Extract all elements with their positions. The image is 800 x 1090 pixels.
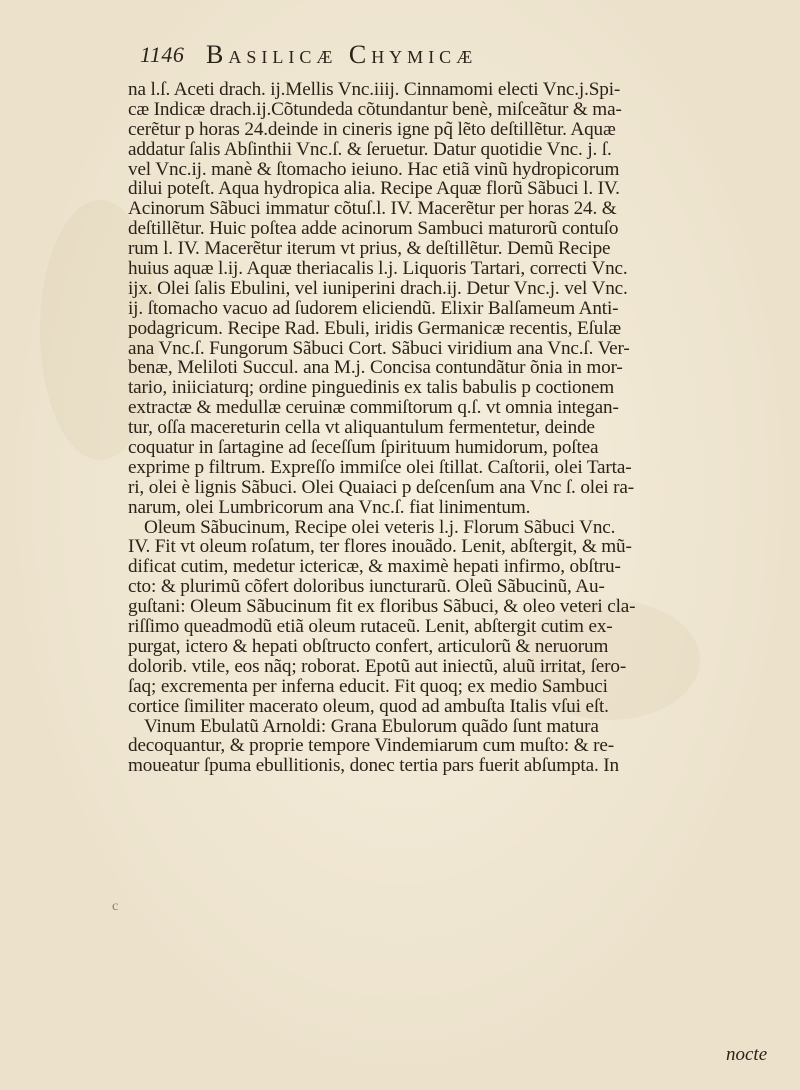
text-line: riſſimo queadmodũ etiã oleum rutaceũ. Lenit, abſtergit cutim ex- [128, 616, 613, 638]
running-title: Basilicæ Chymicæ [206, 40, 478, 69]
catchword: nocte [726, 1044, 768, 1065]
text-line: dilui poteſt. Aqua hydropica alia. Recipe Aquæ florũ Sãbuci l. IV. [128, 178, 620, 200]
text-line: tario, iniiciaturq; ordine pinguedinis ex talis babulis p coctionem [128, 377, 615, 399]
text-line: exprime p filtrum. Expreſſo immiſce olei ſtillat. Caſtorii, olei Tarta- [128, 456, 632, 478]
text-line: IV. Fit vt oleum roſatum, ter flores inouãdo. Lenit, abſtergit, & mũ- [128, 536, 632, 558]
text-line: ij. ſtomacho vacuo ad ſudorem eliciendũ. Elixir Balſameum Anti- [128, 297, 619, 319]
text-line: tur, oſſa macereturin cella vt aliquantulum fermentetur, deinde [128, 417, 595, 439]
text-line: Acinorum Sãbuci immatur cõtuſ.l. IV. Macerẽtur per horas 24. & [128, 198, 617, 220]
text-line: ri, olei è lignis Sãbuci. Olei Quaiaci p deſcenſum ana Vnc ſ. olei ra- [128, 476, 634, 498]
text-line: decoquantur, & proprie tempore Vindemiarum cum muſto: & re- [128, 735, 615, 757]
text-line: Oleum Sãbucinum, Recipe olei veteris l.j. Florum Sãbuci Vnc. [144, 516, 616, 538]
margin-mark: c [112, 899, 119, 914]
text-line: narum, olei Lumbricorum ana Vnc.ſ. fiat linimentum. [128, 496, 531, 518]
text-line: deſtillẽtur. Huic poſtea adde acinorum Sambuci maturorũ contuſo [128, 218, 619, 240]
text-line: coquatur in ſartagine ad ſeceſſum ſpirituum humidorum, poſtea [128, 437, 599, 459]
text-line: benæ, Meliloti Succul. ana M.j. Concisa contundãtur õnia in mor- [128, 357, 623, 379]
text-line: Vinum Ebulatũ Arnoldi: Grana Ebulorum quãdo ſunt matura [144, 715, 599, 737]
text-line: purgat, ictero & hepati obſtructo confert, articulorũ & neruorum [128, 635, 609, 657]
text-line: cerẽtur p horas 24.deinde in cineris igne pq̃ lẽto deſtillẽtur. Aquæ [128, 118, 616, 140]
text-line: cæ Indicæ drach.ij.Cõtundeda cõtundantur benè, miſceãtur & ma- [128, 98, 622, 120]
page-number: 1146 [140, 42, 185, 67]
text-line: dificat cutim, medetur ictericæ, & maximè hepati infirmo, obſtru- [128, 556, 621, 578]
text-line: cto: & plurimũ cõfert doloribus iuncturarũ. Oleũ Sãbucinũ, Au- [128, 576, 605, 598]
text-line: huius aquæ l.ij. Aquæ theriacalis l.j. Liquoris Tartari, correcti Vnc. [128, 258, 628, 280]
text-line: cortice ſimiliter macerato oleum, quod ad ambuſta Italis vſui eſt. [128, 695, 609, 717]
text-line: ſaq; excrementa per inferna educit. Fit quoq; ex medio Sambuci [128, 675, 608, 697]
text-line: dolorib. vtile, eos nãq; roborat. Epotũ aut iniectũ, aluũ irritat, ſero- [128, 655, 627, 677]
page-header [140, 36, 700, 76]
text-line: ijx. Olei ſalis Ebulini, vel iuniperini drach.ij. Detur Vnc.j. vel Vnc. [128, 277, 628, 299]
text-line: guſtani: Oleum Sãbucinum fit ex floribus Sãbuci, & oleo veteri cla- [128, 596, 636, 618]
text-line: vel Vnc.ij. manè & ſtomacho ieiuno. Hac etiã vinũ hydropicorum [128, 158, 620, 180]
text-line: podagricum. Recipe Rad. Ebuli, iridis Germanicæ recentis, Eſulæ [128, 317, 622, 339]
text-line: moueatur ſpuma ebullitionis, donec tertia pars fuerit abſumpta. In [128, 755, 619, 777]
body-text [128, 80, 748, 776]
text-line: ana Vnc.ſ. Fungorum Sãbuci Cort. Sãbuci viridium ana Vnc.ſ. Ver- [128, 337, 630, 359]
text-line: na l.ſ. Aceti drach. ij.Mellis Vnc.iiij. Cinnamomi electi Vnc.j.Spi- [128, 79, 621, 100]
text-line: extractæ & medullæ ceruinæ commiſtorum q.ſ. vt omnia integan- [128, 397, 619, 419]
text-line: addatur ſalis Abſinthii Vnc.ſ. & ſeruetur. Datur quotidie Vnc. j. ſ. [128, 138, 612, 160]
text-line: rum l. IV. Macerẽtur iterum vt prius, & deſtillẽtur. Demũ Recipe [128, 238, 611, 260]
